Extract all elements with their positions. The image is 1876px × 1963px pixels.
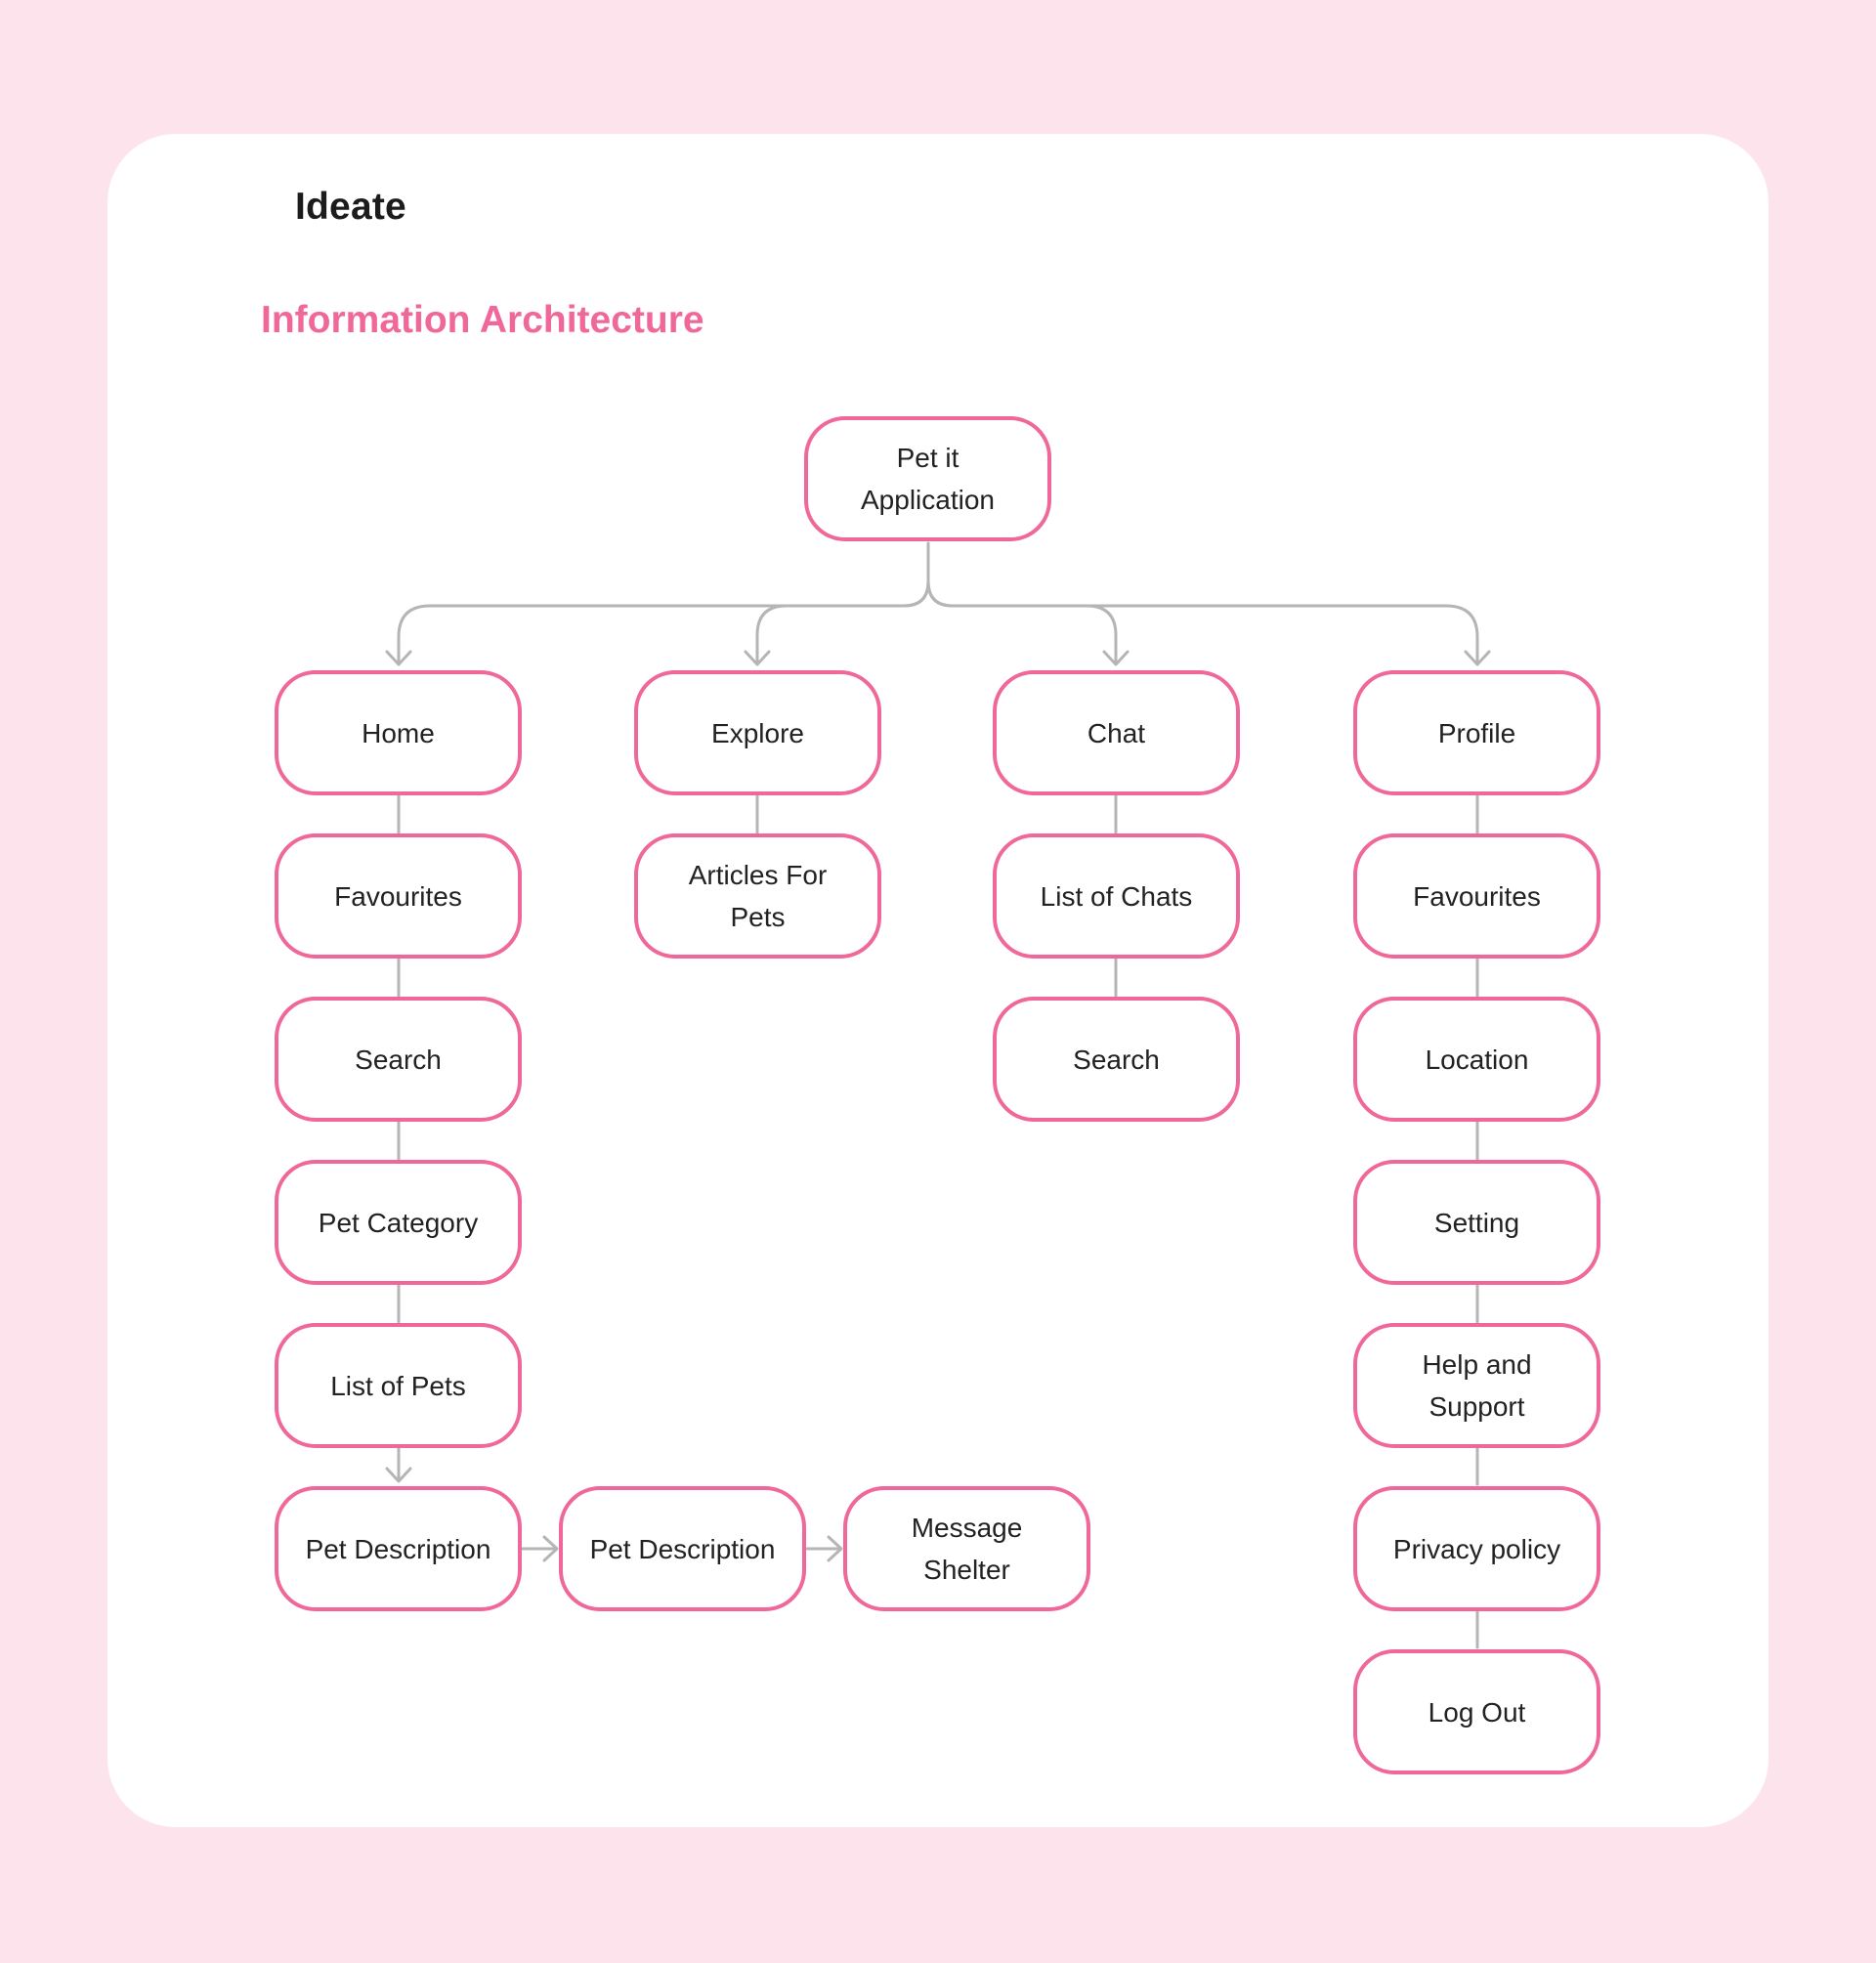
connector-root-trunk <box>399 543 928 663</box>
node-profile-location: Location <box>1353 997 1600 1122</box>
node-explore: Explore <box>634 670 881 795</box>
node-home-favourites: Favourites <box>275 833 522 959</box>
section-subtitle: Information Architecture <box>261 299 704 341</box>
node-chat-list-of-chats: List of Chats <box>993 833 1240 959</box>
connector-root-chat <box>928 581 1116 663</box>
node-profile-favourites: Favourites <box>1353 833 1600 959</box>
node-chat: Chat <box>993 670 1240 795</box>
node-flow-message-shelter: Message Shelter <box>843 1486 1090 1611</box>
connector-root-profile <box>928 581 1477 663</box>
node-chat-search: Search <box>993 997 1240 1122</box>
node-flow-pet-description: Pet Description <box>559 1486 806 1611</box>
node-profile-log-out: Log Out <box>1353 1649 1600 1774</box>
node-home-pet-description: Pet Description <box>275 1486 522 1611</box>
node-home: Home <box>275 670 522 795</box>
node-home-pet-category: Pet Category <box>275 1160 522 1285</box>
node-home-search: Search <box>275 997 522 1122</box>
node-profile-setting: Setting <box>1353 1160 1600 1285</box>
page-title: Ideate <box>295 186 406 228</box>
node-profile: Profile <box>1353 670 1600 795</box>
node-explore-articles: Articles For Pets <box>634 833 881 959</box>
node-profile-privacy-policy: Privacy policy <box>1353 1486 1600 1611</box>
node-root: Pet it Application <box>804 416 1051 541</box>
connector-root-explore <box>757 581 928 663</box>
node-profile-help-support: Help and Support <box>1353 1323 1600 1448</box>
node-home-list-of-pets: List of Pets <box>275 1323 522 1448</box>
